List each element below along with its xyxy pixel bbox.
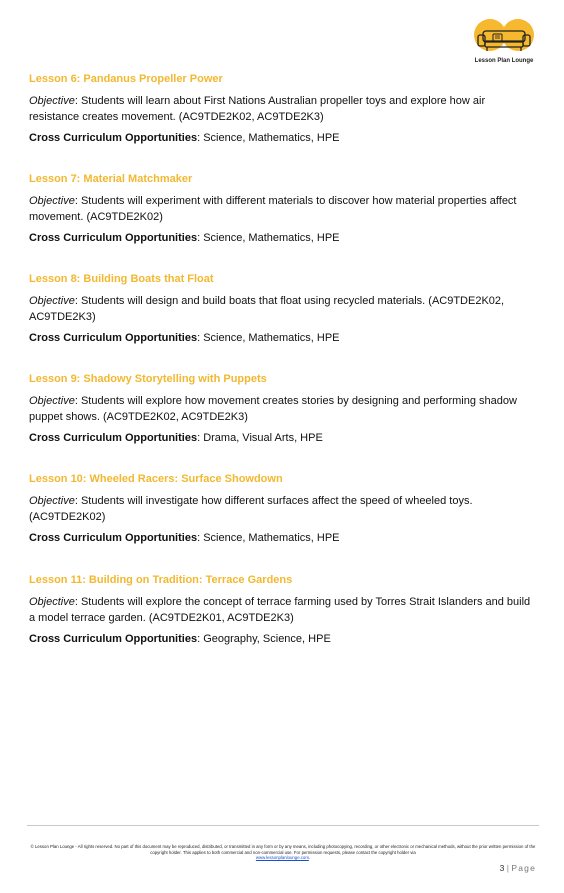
cross-curriculum (29, 632, 534, 647)
lesson-title: Lesson 11: Building on Tradition: Terrace Gardens (29, 574, 293, 586)
cross-curriculum-text: : Science, Mathematics, HPE (197, 132, 340, 144)
objective-label: Objective (29, 495, 75, 507)
logo-text: Lesson Plan Lounge (474, 58, 534, 64)
cross-curriculum (29, 431, 534, 446)
objective-label: Objective (29, 596, 75, 608)
objective-label: Objective (29, 195, 75, 207)
cross-curriculum-text: : Science, Mathematics, HPE (197, 532, 340, 544)
lesson-title: Lesson 6: Pandanus Propeller Power (29, 73, 223, 85)
lesson-title: Lesson 10: Wheeled Racers: Surface Showdown (29, 473, 283, 485)
cross-curriculum-label: Cross Curriculum Opportunities (29, 432, 198, 444)
cross-curriculum-label: Cross Curriculum Opportunities (29, 132, 198, 144)
objective-text: : Students will explore the concept of terrace farming used by Torres Strait Islanders and build a model terrace garden. (AC9TDE2K01, AC9TDE2K3) (29, 596, 531, 624)
objective-label: Objective (29, 395, 75, 407)
lesson-11 (29, 573, 534, 647)
objective-text: : Students will experiment with different materials to discover how material properties affect movement. (AC9TDE2K02) (29, 195, 517, 223)
sofa-logo-icon (470, 18, 538, 58)
cross-curriculum (29, 531, 534, 546)
objective-label: Objective (29, 295, 75, 307)
page-number-value: 3 (499, 863, 505, 873)
lesson-objective (29, 294, 534, 325)
lesson-plan-lounge-logo (470, 18, 538, 70)
footer-divider (27, 825, 539, 826)
cross-curriculum-text: : Geography, Science, HPE (197, 633, 331, 645)
page-word: Page (511, 863, 536, 873)
cross-curriculum-text: : Drama, Visual Arts, HPE (197, 432, 323, 444)
lesson-objective (29, 595, 534, 626)
objective-text: : Students will investigate how different surfaces affect the speed of wheeled toys. (AC9TDE2K02) (29, 495, 473, 523)
lesson-title: Lesson 7: Material Matchmaker (29, 173, 193, 185)
page-number (500, 863, 536, 873)
lesson-8 (29, 272, 534, 346)
lesson-10 (29, 472, 534, 546)
lesson-objective (29, 194, 534, 225)
lesson-6 (29, 72, 534, 146)
lesson-objective (29, 94, 534, 125)
cross-curriculum-label: Cross Curriculum Opportunities (29, 232, 198, 244)
objective-text: : Students will design and build boats that float using recycled materials. (AC9TDE2K02, AC9TDE2K3) (29, 295, 505, 323)
lesson-title: Lesson 8: Building Boats that Float (29, 273, 214, 285)
cross-curriculum-label: Cross Curriculum Opportunities (29, 633, 198, 645)
objective-text: : Students will explore how movement creates stories by designing and performing shadow puppet shows. (AC9TDE2K02, AC9TDE2K3) (29, 395, 517, 423)
lesson-objective (29, 394, 534, 425)
cross-curriculum (29, 131, 534, 146)
page-separator: | (506, 863, 509, 873)
lesson-objective (29, 494, 534, 525)
objective-text: : Students will learn about First Nations Australian propeller toys and explore how air resistance creates movement. (AC9TDE2K02, AC9TDE2K3) (29, 95, 486, 123)
cross-curriculum-label: Cross Curriculum Opportunities (29, 332, 198, 344)
lesson-7 (29, 172, 534, 246)
lesson-9 (29, 372, 534, 446)
cross-curriculum-text: : Science, Mathematics, HPE (197, 232, 340, 244)
footer-copyright (30, 844, 536, 861)
copyright-text: © Lesson Plan Lounge - All rights reserved. No part of this document may be reproduced, distributed, or transmitted in any form or by any means, including photocopying, recording, or other electronic or mechanical methods, without the prior written permission of the copyright holder. This applies to both commercial and non-commercial use. For permission requests, please contact the copyright holder via (30, 844, 536, 855)
cross-curriculum (29, 331, 534, 346)
objective-label: Objective (29, 95, 75, 107)
cross-curriculum-text: : Science, Mathematics, HPE (197, 332, 340, 344)
website-link[interactable]: www.lessonplanlounge.com (255, 855, 309, 861)
cross-curriculum (29, 231, 534, 246)
lesson-title: Lesson 9: Shadowy Storytelling with Puppets (29, 373, 267, 385)
link-suffix: . (308, 855, 311, 861)
cross-curriculum-label: Cross Curriculum Opportunities (29, 532, 198, 544)
lesson-list (29, 72, 534, 647)
